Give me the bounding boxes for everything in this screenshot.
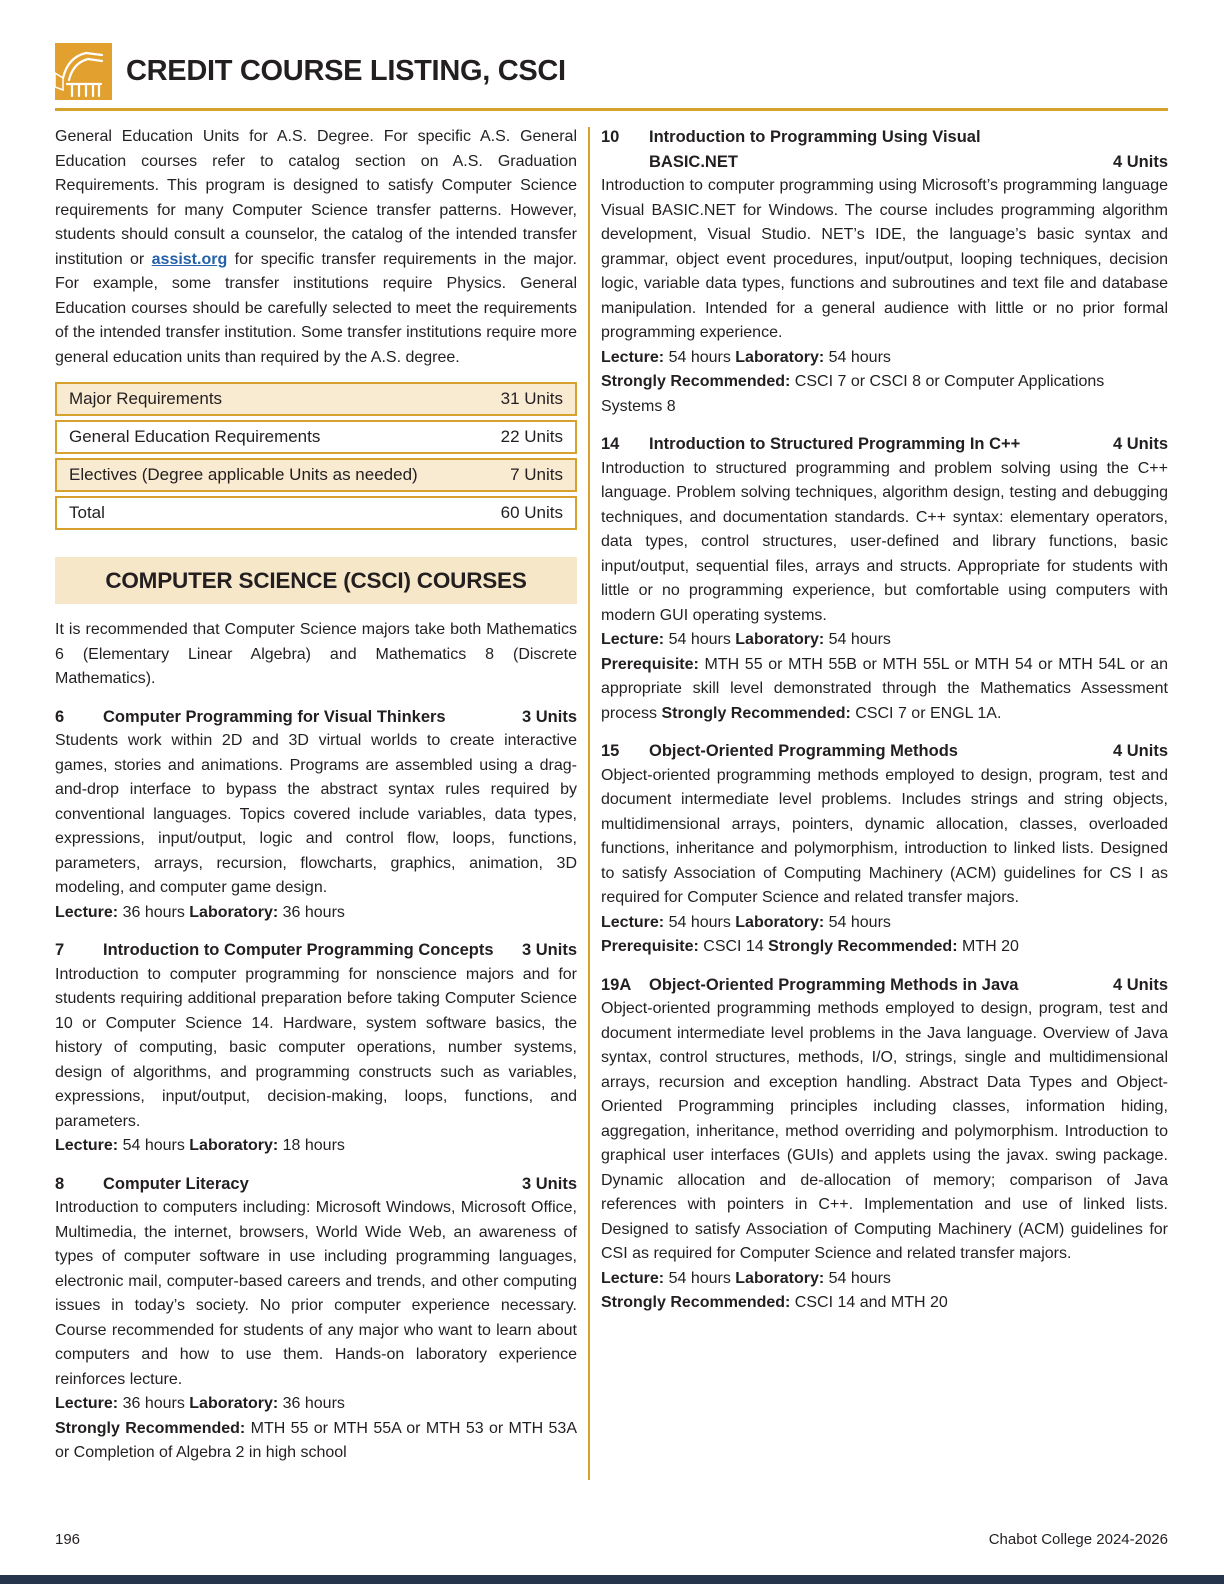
course-hours (601, 628, 1168, 653)
course-block (601, 739, 1168, 960)
meta-label: Laboratory: (735, 348, 825, 366)
page-header (55, 42, 1168, 100)
text-run: 54 hours (118, 1137, 190, 1154)
course-block (601, 432, 1168, 726)
column-divider-line (588, 127, 590, 1480)
course-recommended (601, 1291, 1168, 1316)
meta-label: Lecture: (601, 348, 665, 366)
table-row (55, 382, 577, 416)
course-title: Introduction to Structured Programming In C++ (649, 435, 1021, 453)
text-run: 36 hours (118, 903, 190, 921)
assist-org-link[interactable]: assist.org (151, 250, 228, 268)
text-run: 54 hours (664, 913, 736, 931)
course-units: 4 Units (1112, 435, 1168, 453)
course-hours (601, 911, 1168, 936)
course-number: 7 (55, 941, 65, 959)
course-header (601, 125, 1168, 150)
meta-label: Strongly Recommended: (55, 1419, 246, 1437)
course-header (55, 938, 577, 963)
course-hours (601, 346, 1168, 371)
row-value: 7 Units (510, 465, 563, 484)
text-run: CSCI 14 and MTH 20 (790, 1294, 948, 1311)
text-run: CSCI 7 or CSCI 8 or Computer Applications Systems 8 (601, 373, 1105, 415)
course-block (601, 973, 1168, 1316)
course-block (55, 938, 577, 1159)
intro-text-before: General Education Units for A.S. Degree. For specific A.S. General Education courses refer to catalog section on A.S. Graduation Requirements. This program is designed to satisfy Computer Science requirements for many Computer Science transfer patterns. However, students should consult a counselor, the catalog of the intended transfer institution or (55, 128, 577, 268)
row-label: General Education Requirements (69, 427, 321, 446)
course-description (55, 729, 577, 901)
course-header (601, 739, 1168, 764)
right-course-list (601, 125, 1168, 1316)
meta-label: Laboratory: (189, 1137, 279, 1154)
course-prerequisite (601, 653, 1168, 727)
course-title: Computer Literacy (103, 1174, 249, 1193)
course-number: 6 (55, 707, 65, 726)
row-value: 31 Units (500, 389, 563, 408)
course-description (601, 997, 1168, 1267)
course-hours (601, 1267, 1168, 1292)
text-run: 54 hours (824, 1269, 891, 1287)
meta-label: Prerequisite: (601, 938, 699, 955)
text-run: Introduction to structured programming and problem solving using the C++ language. Problem solving techniques, algorithm design, testing and debugging techniques, and documentation standards. C++ syntax: elementary operators, data types, control structures, user-defined and library functions, basic input/output, sequential files, arrays and structs. Appropriate for students with little or no programming experience, but comfortable using computers with modern GUI operating systems. (601, 459, 1168, 624)
course-title: Object-Oriented Programming Methods (649, 742, 958, 760)
meta-label: Strongly Recommended: (768, 938, 958, 955)
text-run: 36 hours (278, 903, 345, 921)
course-header (601, 150, 1168, 175)
left-course-list (55, 705, 577, 1466)
course-description (601, 457, 1168, 629)
course-description (55, 1196, 577, 1392)
course-description (55, 963, 577, 1135)
course-units: 3 Units (521, 1174, 577, 1193)
meta-label: Lecture: (55, 903, 119, 921)
text-run: Introduction to computers including: Microsoft Windows, Microsoft Office, Multimedia, the internet, browsers, World Wide Web, an awareness of types of computer software in use including programming languages, electronic mail, computer-based careers and trends, and other computing issues in today’s society. No prior computer experience necessary. Course recommended for students of any major who want to learn about computers and how to use them. Hands-on laboratory experience reinforces lecture. (55, 1199, 577, 1388)
course-units: 3 Units (521, 707, 577, 726)
course-header (55, 705, 577, 730)
course-description (601, 764, 1168, 911)
right-column (601, 112, 1168, 1466)
text-run: Introduction to computer programming using Microsoft’s programming language Visual BASIC.NET for Windows. The course includes programming algorithm development, Visual Studio. NET’s IDE, the language’s basic syntax and grammar, object event procedures, input/output, looping techniques, decision logic, variable data types, functions and subroutines and text file and database manipulation. Intended for a general audience with little or no prior formal programming experience. (601, 177, 1168, 341)
course-recommended (55, 1417, 577, 1466)
meta-label: Laboratory: (735, 1269, 825, 1287)
course-number: 10 (601, 128, 620, 146)
course-hours (55, 1392, 577, 1417)
course-units: 4 Units (1112, 742, 1168, 760)
course-header (601, 973, 1168, 998)
course-number: 8 (55, 1174, 65, 1193)
section-banner: COMPUTER SCIENCE (CSCI) COURSES (55, 557, 577, 604)
footer-navy-bar (0, 1575, 1224, 1584)
course-title: BASIC.NET (649, 152, 738, 171)
text-run: MTH 55 or MTH 55B or MTH 55L or MTH 54 or MTH 54L or an appropriate skill level demonstrated through the Mathematics Assessment process (601, 655, 1168, 722)
course-units: 3 Units (521, 941, 577, 959)
meta-label: Laboratory: (189, 1395, 279, 1412)
meta-label: Strongly Recommended: (601, 373, 791, 390)
text-run: Object-oriented programming methods employed to design, program, test and document intermediate level problems. Includes strings and string objects, multidimensional arrays, pointers, dynamic allocation, classes, overloaded functions, inheritance and polymorphism, introduction to linked lists. Designed to satisfy Association of Computing Machinery (ACM) guidelines for CS I as required for Computer Science and related transfer majors. (601, 766, 1168, 906)
text-run: CSCI 7 or ENGL 1A. (850, 704, 1002, 722)
text-run: 54 hours (824, 913, 891, 931)
row-label: Total (69, 503, 105, 522)
page-number: 196 (55, 1531, 81, 1548)
text-run: 54 hours (664, 631, 736, 648)
course-prerequisite (601, 935, 1168, 960)
course-hours (55, 1134, 577, 1159)
text-run: MTH 20 (957, 938, 1019, 955)
meta-label: Lecture: (601, 1269, 665, 1287)
course-number-spacer (601, 150, 649, 175)
page-title: CREDIT COURSE LISTING, CSCI (126, 54, 566, 87)
text-run: Students work within 2D and 3D virtual worlds to create interactive games, stories and animations. Programs are assembled using a drag-and-drop interface to bypass the abstract syntax rules required by conventional languages. Topics covered include variables, data types, expressions, input/output, logic and control flow, loops, functions, parameters, arrays, recursion, flowcharts, graphics, animation, 3D modeling, and computer game design. (55, 732, 577, 896)
header-gold-rule (55, 108, 1168, 111)
text-run: 36 hours (278, 1395, 345, 1412)
course-block (55, 1172, 577, 1466)
course-units: 4 Units (1112, 975, 1168, 994)
row-label: Electives (Degree applicable Units as needed) (69, 465, 418, 484)
table-row (55, 420, 577, 454)
course-number: 15 (601, 742, 620, 760)
meta-label: Lecture: (55, 1395, 119, 1412)
meta-label: Strongly Recommended: (601, 1294, 791, 1311)
meta-label: Lecture: (55, 1137, 119, 1154)
course-number: 14 (601, 435, 620, 453)
meta-label: Lecture: (601, 631, 665, 648)
footer-college-name: Chabot College 2024-2026 (988, 1531, 1168, 1548)
meta-label: Laboratory: (735, 631, 825, 648)
course-recommended (601, 370, 1168, 419)
meta-label: Lecture: (601, 913, 665, 931)
course-title: Introduction to Computer Programming Concepts (103, 941, 494, 959)
intro-paragraph (55, 125, 577, 370)
math-recommendation: It is recommended that Computer Science majors take both Mathematics 6 (Elementary Linear Algebra) and Mathematics 8 (Discrete Mathematics). (55, 621, 577, 687)
course-header (601, 432, 1168, 457)
row-label: Major Requirements (69, 389, 223, 408)
course-block (55, 705, 577, 926)
text-run: 54 hours (664, 348, 736, 366)
course-description (601, 174, 1168, 346)
text-run: Introduction to computer programming for nonscience majors and for students requiring additional preparation before taking Computer Science 10 or Computer Science 14. Hardware, system software basics, the history of computing, basic computer operations, number systems, design of algorithms, and programming constructs such as variables, expressions, input/output, decision-making, loops, functions, and parameters. (55, 965, 577, 1130)
meta-label: Strongly Recommended: (661, 704, 851, 722)
text-run: CSCI 14 (698, 938, 769, 955)
table-row (55, 496, 577, 530)
meta-label: Laboratory: (735, 913, 825, 931)
course-hours (55, 901, 577, 926)
two-column-body (55, 125, 1168, 1466)
college-logo-icon (55, 43, 112, 100)
text-run: 54 hours (664, 1269, 736, 1287)
meta-label: Prerequisite: (601, 655, 699, 673)
row-value: 60 Units (500, 503, 563, 522)
text-run: Object-oriented programming methods employed to design, program, test and document intermediate level problems in the Java language. Overview of Java syntax, control structures, methods, I/O, strings, single and multidimensional arrays, recursion and exception handling. Abstract Data Types and Object-Oriented Programming principles including classes, information hiding, aggregation, inheritance, method overriding and polymorphism. Introduction to graphical user interfaces (GUIs) and applets using the javax. swing package. Dynamic allocation and de-allocation of memory; comparison of Java references with pointers in C++. Implementation and use of linked lists. Designed to satisfy Association of Computing Machinery (ACM) guidelines for CSI as required for Computer Science and related transfer majors. (601, 1000, 1168, 1262)
left-column (55, 125, 577, 1466)
text-run: 36 hours (118, 1395, 190, 1412)
course-title: Object-Oriented Programming Methods in Java (649, 975, 1019, 994)
course-title: Computer Programming for Visual Thinkers (103, 707, 446, 726)
text-run: MTH 55 or MTH 55A or MTH 53 or MTH 53A or Completion of Algebra 2 in high school (55, 1419, 577, 1461)
course-title: Introduction to Programming Using Visual (649, 128, 981, 146)
degree-units-table (55, 382, 577, 530)
row-value: 22 Units (500, 427, 563, 446)
course-block (601, 125, 1168, 419)
course-number: 19A (601, 975, 632, 994)
intro-text-after: for specific transfer requirements in the major. For example, some transfer institutions require Physics. General Education courses should be carefully selected to meet the requirements of the intended transfer institution. Some transfer institutions require more general education units than required by the A.S. degree. (55, 250, 577, 366)
text-run: 54 hours (824, 631, 891, 648)
text-run: 54 hours (824, 348, 891, 366)
table-row (55, 458, 577, 492)
meta-label: Laboratory: (189, 903, 279, 921)
course-units: 4 Units (1112, 152, 1168, 171)
text-run: 18 hours (278, 1137, 345, 1154)
course-header (55, 1172, 577, 1197)
